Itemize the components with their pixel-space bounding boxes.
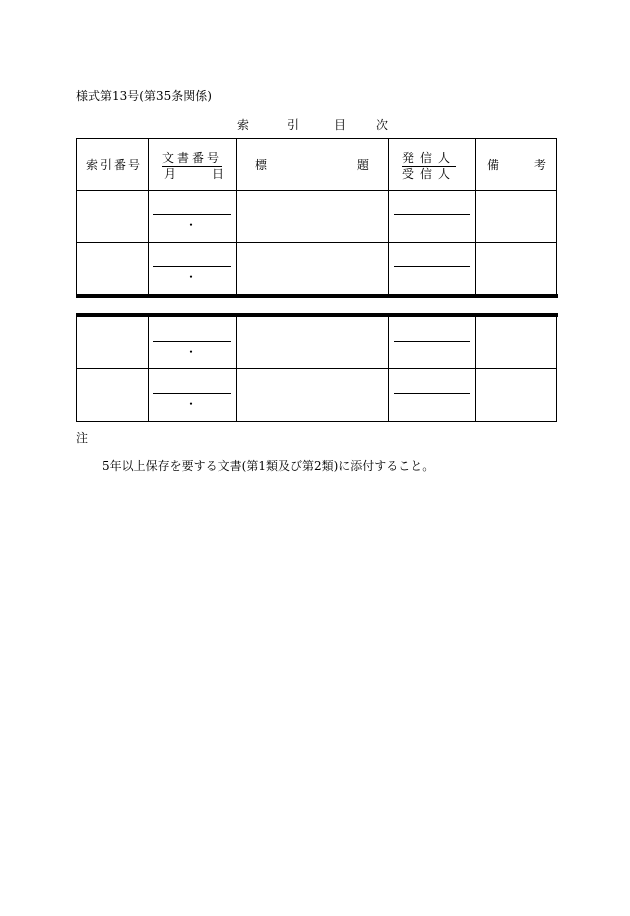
header-doc-number: 文書番号	[162, 151, 223, 165]
title-char: 次	[376, 118, 389, 132]
title-char: 目	[334, 118, 347, 132]
col-line	[236, 138, 237, 294]
col-line	[475, 317, 476, 422]
note-text: 5年以上保存を要する文書(第1類及び第2類)に添付すること。	[102, 459, 435, 473]
col-line	[148, 317, 149, 422]
date-separator: ・	[185, 397, 198, 411]
doc-number-line	[153, 266, 231, 267]
header-sender: 発信人	[402, 151, 457, 165]
header-day: 日	[212, 167, 225, 181]
col-line	[236, 317, 237, 422]
sender-line	[394, 393, 470, 394]
form-number: 様式第13号(第35条関係)	[76, 89, 212, 103]
col-line	[76, 317, 77, 422]
sender-line	[394, 214, 470, 215]
header-subject-1: 標	[255, 158, 268, 172]
doc-number-line	[153, 341, 231, 342]
title-char: 索	[237, 118, 250, 132]
sender-line	[394, 266, 470, 267]
col-line	[76, 138, 77, 294]
break-line-top	[76, 294, 558, 298]
col-line	[148, 138, 149, 294]
col-line	[556, 317, 557, 422]
doc-number-line	[153, 214, 231, 215]
col-line	[475, 138, 476, 294]
header-remarks-1: 備	[487, 158, 500, 172]
doc-number-line	[153, 393, 231, 394]
header-month: 月	[164, 167, 177, 181]
title-char: 引	[287, 118, 300, 132]
sender-line	[394, 341, 470, 342]
header-subject-2: 題	[357, 158, 370, 172]
col-line	[388, 317, 389, 422]
header-remarks-2: 考	[534, 158, 547, 172]
note-label: 注	[76, 431, 89, 445]
date-separator: ・	[185, 270, 198, 284]
date-separator: ・	[185, 345, 198, 359]
col-line	[388, 138, 389, 294]
header-index-number: 索引番号	[86, 158, 143, 172]
col-line	[556, 138, 557, 294]
date-separator: ・	[185, 218, 198, 232]
document-title	[0, 118, 630, 132]
header-receiver: 受信人	[402, 167, 457, 181]
